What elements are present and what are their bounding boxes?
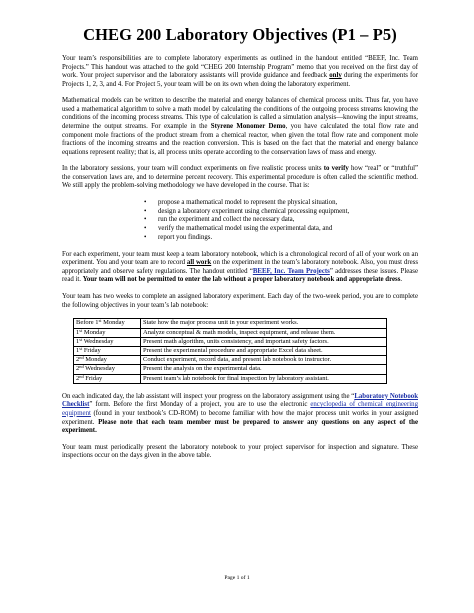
table-row [74, 328, 387, 337]
text-run: In the laboratory sessions, your team will conduct experiments on five realistic process units [62, 165, 324, 173]
emphasis-styrene-demo: Styrene Monomer Demo [210, 123, 286, 131]
schedule-task-cell: Present math algorithm, units consistency, and important safety factors. [141, 337, 387, 346]
day-number: 2 [76, 356, 80, 364]
day-name: Friday [83, 374, 103, 382]
day-ordinal-suffix: st [79, 346, 83, 352]
emphasis-only: only [329, 72, 342, 80]
text-run: ” form. Before the first Monday of a project, you are to use the electronic [89, 401, 311, 409]
document-page [62, 25, 418, 469]
day-ordinal-suffix: nd [79, 364, 84, 370]
beef-team-projects-link[interactable]: BEEF, Inc. Team Projects [252, 267, 330, 275]
day-ordinal-suffix: st [79, 327, 83, 333]
day-number: 2 [76, 374, 80, 382]
table-row [74, 356, 387, 365]
schedule-task-cell: Analyze conceptual & math models, inspect equipment, and release them. [141, 328, 387, 337]
table-row [74, 374, 387, 383]
intro-paragraph [62, 55, 418, 89]
day-number: Before 1 [76, 319, 99, 327]
text-run: (found in your textbook’s CD-ROM) to become familiar with how the major process unit works in your assigned experiment. [62, 409, 418, 426]
table-row [74, 347, 387, 356]
schedule-day-cell [74, 319, 141, 328]
emphasis-all-work: all work [186, 259, 212, 267]
day-ordinal-suffix: nd [79, 373, 84, 379]
text-run: on the experiment in the team’s laboratory notebook. Also, you must dress appropriately and observe safety regulations. The handout entitled “ [62, 259, 418, 275]
day-name: Monday [83, 356, 107, 364]
text-run: , you have calculated the total flow rate and component mole fractions of the product stream from a chemical reactor, when given the total flow rate and component mole fractions of the incoming streams and the reaction conversion. This is based on the fact that the material and energy balance equations represent reality; that is, all process units operate according to the conservation laws of mass and energy. [62, 123, 419, 156]
list-item: • design a laboratory experiment using chemical processing equipment, [142, 208, 418, 217]
models-paragraph [62, 97, 418, 157]
list-item: • propose a mathematical model to represent the physical situation, [142, 199, 418, 208]
emphasis-team-prepared: Please note that each team member must be prepared to answer any questions on any aspect of the experiment. [62, 418, 418, 435]
list-item: • report you findings. [142, 234, 418, 243]
text-run: during the experiments for Projects 1, 2, 3, and 4. For Project 5, your team will be on its own when doing the laboratory experiment. [62, 72, 418, 88]
schedule-day-cell [74, 374, 141, 383]
schedule-day-cell [74, 337, 141, 346]
day-name: Friday [82, 347, 101, 355]
text-run: how “real” or “truthful” the conservation laws are, and to determine percent recovery. This experimental procedure is often called the scientific method. We still apply the problem-solving methodology we have developed in the course. That is: [62, 165, 419, 190]
list-item: • run the experiment and collect the necessary data, [142, 216, 418, 225]
schedule-task-cell: Present the analysis on the experimental data. [141, 365, 387, 374]
day-number: 1 [76, 337, 80, 345]
day-name: Monday [101, 319, 125, 327]
day-number: 1 [76, 328, 80, 336]
text-run: ” addresses these issues. Please read it. [62, 267, 418, 284]
methodology-list [142, 199, 418, 242]
two-weeks-paragraph: Your team has two weeks to complete an assigned laboratory experiment. Each day of the two-week period, you are to complete the following objectives in your team’s lab notebook: [62, 293, 418, 309]
day-ordinal-suffix: st [79, 336, 83, 342]
emphasis-to-verify: to verify [323, 165, 349, 173]
schedule-day-cell [74, 328, 141, 337]
day-ordinal-suffix: st [98, 318, 102, 324]
page-footer: Page 1 of 1 [224, 575, 250, 581]
lab-sessions-paragraph [62, 165, 418, 191]
schedule-task-cell: State how the major process unit in your experiment works. [141, 319, 387, 328]
schedule-task-cell: Present the experimental procedure and appropriate Excel data sheet. [141, 347, 387, 356]
text-run: On each indicated day, the lab assistant will inspect your progress on the laboratory assignment using the “ [62, 392, 355, 400]
day-name: Monday [82, 328, 106, 336]
schedule-table [73, 318, 387, 383]
schedule-table-body [74, 319, 387, 383]
day-name: Wednesday [82, 337, 114, 345]
notebook-paragraph [62, 251, 418, 285]
text-run: Mathematical models can be written to describe the material and energy balances of chemical process units. Thus far, you have used a mathematical algorithm to solve a math model by calculating the conditions of the outgoing process streams knowing the conditions of the incoming process streams. This type of calculation is called a simulation analysis—knowing the input streams, determine the output streams. For example in the [62, 97, 418, 131]
table-row [74, 337, 387, 346]
emphasis-lab-entry-warning: Your team will not be permitted to enter the lab without a proper laboratory notebook and appropriate dress [82, 276, 401, 284]
checklist-paragraph [62, 393, 418, 436]
encyclopedia-link[interactable]: encyclopedia of chemical engineering equipment [62, 401, 418, 417]
page-title: CHEG 200 Laboratory Objectives (P1 – P5) [83, 25, 397, 44]
day-ordinal-suffix: nd [79, 355, 84, 361]
table-row [74, 319, 387, 328]
schedule-task-cell: Present team’s lab notebook for final inspection by laboratory assistant. [141, 374, 387, 383]
day-number: 2 [76, 365, 80, 373]
inspection-paragraph: Your team must periodically present the laboratory notebook to your project supervisor for inspection and signature. These inspections occur on the days given in the above table. [62, 443, 418, 460]
text-run: For each experiment, your team must keep a team laboratory notebook, which is a chronological record of all of your work on an experiment. You and your team are to record [62, 250, 418, 267]
schedule-task-cell: Conduct experiment, record data, and present lab notebook to instructor. [141, 356, 387, 365]
day-name: Wednesday [83, 365, 115, 373]
table-row [74, 365, 387, 374]
text-run: Your team’s responsibilities are to complete laboratory experiments as outlined in the handout entitled “BEEF, Inc. Team Projects.” This handout was attached to the gold “CHEG 200 Internship Program” memo that you received on the first day of work. Your project supervisor and the laboratory assistants will provide guidance and feedback [62, 55, 418, 80]
list-item: • verify the mathematical model using the experimental data, and [142, 225, 418, 234]
day-number: 1 [76, 347, 80, 355]
text-run: . [400, 276, 403, 284]
notebook-checklist-link[interactable]: Laboratory Notebook Checklist [62, 392, 418, 409]
